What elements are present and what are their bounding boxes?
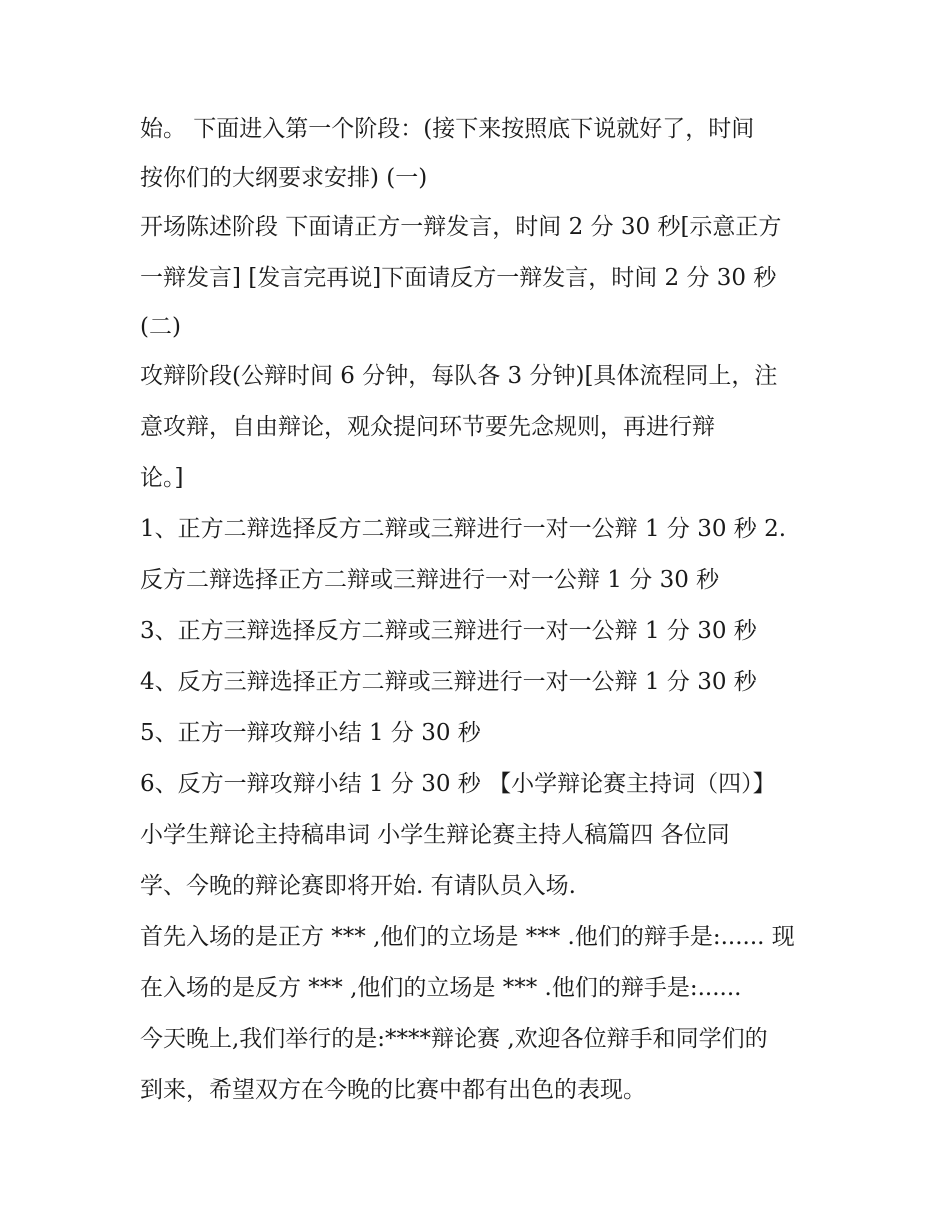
text-line: 学、今晚的辩论赛即将开始. 有请队员入场. (140, 873, 576, 899)
text-line: 小学生辩论主持稿串词 小学生辩论赛主持人稿篇四 各位同 (140, 822, 730, 848)
text-line: 3、正方三辩选择反方二辩或三辩进行一对一公辩 1 分 30 秒 (140, 618, 757, 644)
text-line: 意攻辩，自由辩论，观众提问环节要先念规则，再进行辩 (140, 414, 715, 440)
text-line: 5、正方一辩攻辩小结 1 分 30 秒 (140, 720, 481, 746)
text-line: 到来，希望双方在今晚的比赛中都有出色的表现。 (140, 1077, 646, 1103)
text-line: (二) (140, 314, 181, 340)
text-line: 今天晚上,我们举行的是:****辩论赛 ,欢迎各位辩手和同学们的 (140, 1026, 768, 1052)
document-body (140, 104, 820, 1116)
text-line: 论。] (140, 465, 184, 491)
text-line: 按你们的大纲要求安排) (一) (140, 165, 428, 191)
text-line: 首先入场的是正方 *** ,他们的立场是 *** .他们的辩手是:...... 现 (140, 924, 795, 950)
text-line: 反方二辩选择正方二辩或三辩进行一对一公辩 1 分 30 秒 (140, 567, 720, 593)
text-line: 开场陈述阶段 下面请正方一辩发言，时间 2 分 30 秒[示意正方 (140, 214, 782, 240)
text-line: 攻辩阶段(公辩时间 6 分钟，每队各 3 分钟)[具体流程同上，注 (140, 363, 778, 389)
text-line: 4、反方三辩选择正方二辩或三辩进行一对一公辩 1 分 30 秒 (140, 669, 757, 695)
text-line: 一辩发言] [发言完再说]下面请反方一辩发言，时间 2 分 30 秒 (140, 265, 777, 291)
text-line: 始。 下面进入第一个阶段：(接下来按照底下说就好了，时间 (140, 116, 755, 142)
text-line: 6、反方一辩攻辩小结 1 分 30 秒 【小学辩论赛主持词（四）】 (140, 771, 776, 797)
text-line: 1、正方二辩选择反方二辩或三辩进行一对一公辩 1 分 30 秒 2. (140, 516, 787, 542)
text-line: 在入场的是反方 *** ,他们的立场是 *** .他们的辩手是:...... (140, 975, 742, 1001)
